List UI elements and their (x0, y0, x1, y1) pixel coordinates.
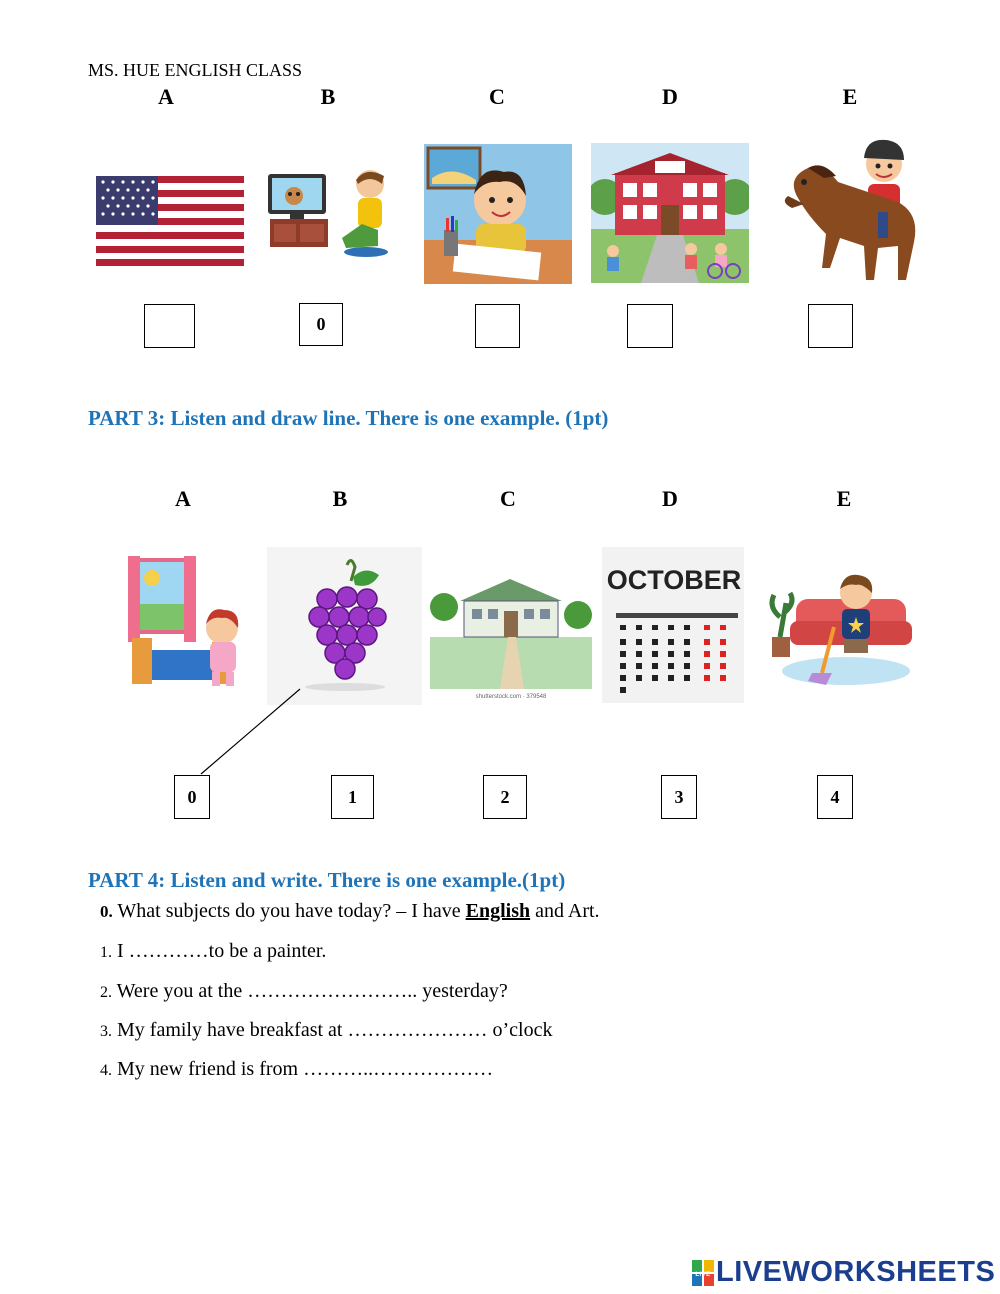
boy-drawing-picture (424, 144, 572, 284)
part3-letter-a: A (175, 486, 191, 511)
part3-letter-c: C (500, 486, 516, 511)
school-building-picture (591, 143, 749, 283)
boy-riding-horse-picture (778, 138, 926, 282)
part2-letter-b: B (320, 84, 336, 109)
class-title: MS. HUE ENGLISH CLASS (88, 60, 303, 80)
question-2-number: 2. (100, 984, 112, 1001)
part2-answer-box-b[interactable]: 0 (299, 303, 343, 346)
part2-letter-e: E (842, 84, 858, 109)
logo-badge-text: LIVE (695, 1271, 711, 1278)
calendar-month-label: OCTOBER (606, 565, 742, 595)
question-4 (100, 1058, 493, 1081)
question-4-text[interactable]: My new friend is from ………..……………… (117, 1058, 494, 1080)
liveworksheets-logo (692, 1256, 995, 1289)
boy-sweeping-picture (762, 547, 924, 695)
part2-answer-box-d[interactable] (627, 304, 673, 348)
part3-number-box-0[interactable]: 0 (174, 775, 210, 819)
example-answer: English (465, 900, 531, 922)
part3-letter-e: E (836, 486, 852, 511)
question-3 (100, 1019, 552, 1042)
part3-letter-d: D (662, 486, 678, 511)
question-3-number: 3. (100, 1023, 112, 1040)
part2-answer-box-c[interactable] (475, 304, 520, 348)
example-match-line (196, 686, 306, 778)
girl-waking-up-picture (126, 554, 252, 690)
part3-number-box-1[interactable]: 1 (331, 775, 374, 819)
part4-title: PART 4: Listen and write. There is one example.(1pt) (88, 868, 566, 892)
school-house-picture (430, 571, 592, 701)
question-2 (100, 980, 508, 1003)
example-question-number: 0. (100, 902, 113, 921)
grapes-picture (267, 547, 422, 705)
question-3-text[interactable]: My family have breakfast at ………………… o’clock (117, 1019, 553, 1041)
question-1 (100, 940, 326, 963)
live-badge-icon (692, 1260, 714, 1286)
american-flag-picture (96, 176, 244, 266)
part2-answer-box-a[interactable] (144, 304, 195, 348)
question-1-number: 1. (100, 944, 112, 961)
part3-number-box-3[interactable]: 3 (661, 775, 697, 819)
part3-number-box-4[interactable]: 4 (817, 775, 853, 819)
example-question (100, 900, 600, 923)
part3-number-box-2[interactable]: 2 (483, 775, 527, 819)
logo-text: LIVEWORKSHEETS (716, 1256, 996, 1288)
example-question-tail: and Art. (530, 900, 600, 922)
part3-letter-b: B (332, 486, 348, 511)
svg-text:shutterstock.com · 379548: shutterstock.com · 379548 (475, 694, 547, 700)
part3-title: PART 3: Listen and draw line. There is one example. (1pt) (88, 406, 609, 430)
october-calendar-picture (602, 547, 744, 703)
part2-letter-d: D (662, 84, 678, 109)
question-4-number: 4. (100, 1062, 112, 1079)
part2-answer-box-e[interactable] (808, 304, 853, 348)
question-2-text[interactable]: Were you at the …………………….. yesterday? (116, 980, 508, 1002)
boy-watching-tv-picture (266, 166, 390, 260)
part2-letter-a: A (158, 84, 174, 109)
part2-letter-c: C (489, 84, 505, 109)
example-question-text: What subjects do you have today? – I have (117, 900, 466, 922)
question-1-text[interactable]: I …………to be a painter. (117, 940, 327, 962)
